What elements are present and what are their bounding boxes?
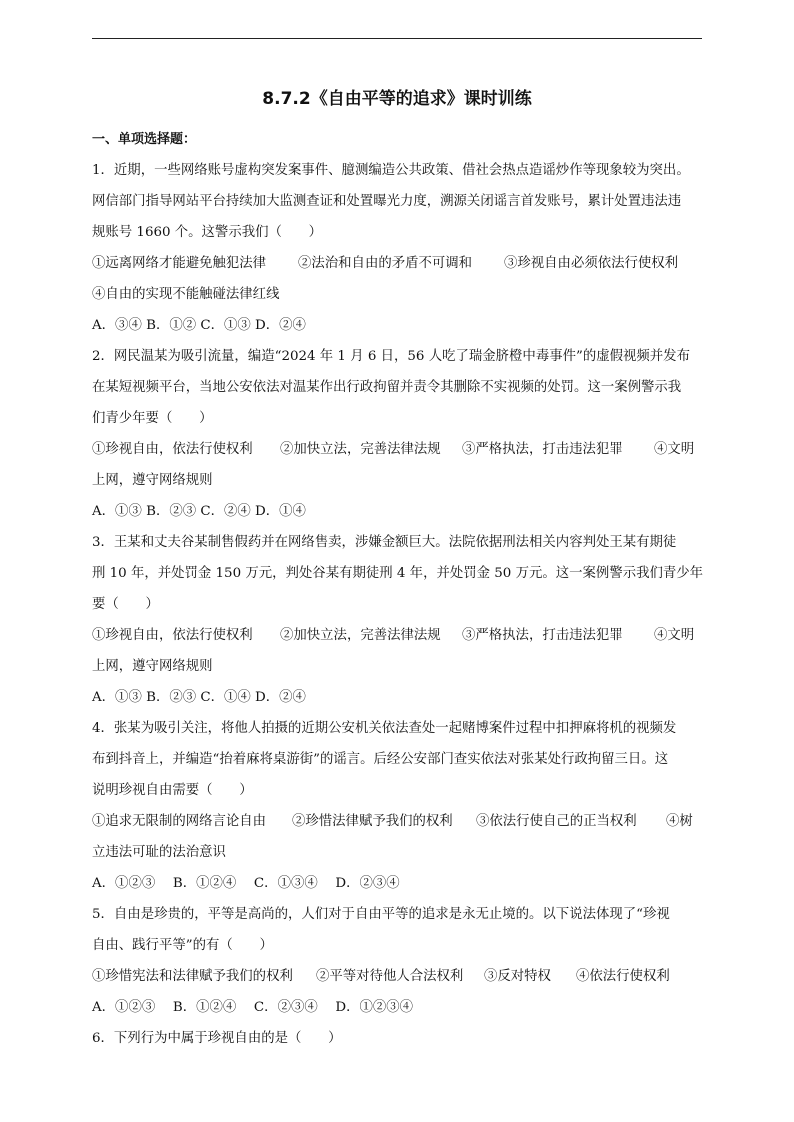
- question-stem-line: 自由、践行平等”的有（ ）: [92, 938, 273, 953]
- question-options: [92, 961, 704, 992]
- answer-choices: A．③④ B．①② C．①③ D．②④: [92, 318, 306, 333]
- question-stem-line: 说明珍视自由需要（ ）: [92, 783, 253, 798]
- option-3: ③严格执法，打击违法犯罪: [462, 442, 623, 457]
- option-4-continued: 上网，遵守网络规则: [92, 473, 213, 488]
- question-options: [92, 620, 704, 651]
- question-stem-line: 在某短视频平台，当地公安依法对温某作出行政拘留并责令其删除不实视频的处罚。这一案例警示我: [92, 380, 682, 395]
- question-options: [92, 248, 704, 279]
- question-stem-line: 布到抖音上，并编造“抬着麻将桌游街”的谣言。后经公安部门查实依法对张某处行政拘留三日。这: [92, 752, 669, 767]
- question-2: [92, 341, 704, 527]
- question-stem-line: 刑 10 年，并处罚金 150 万元，判处谷某有期徒刑 4 年，并处罚金 50 万元。这一案例警示我们青少年: [92, 566, 704, 581]
- question-stem-line: 4．张某为吸引关注，将他人拍摄的近期公安机关依法查处一起赌博案件过程中扣押麻将机的视频发: [92, 721, 677, 736]
- answer-choices: A．①②③ B．①②④ C．②③④ D．①②③④: [92, 1000, 414, 1015]
- answer-choices: A．①③ B．②③ C．②④ D．①④: [92, 504, 306, 519]
- question-stem-line: 6．下列行为中属于珍视自由的是（ ）: [92, 1031, 342, 1046]
- question-5: [92, 899, 704, 1023]
- option-3: ③依法行使自己的正当权利: [476, 814, 637, 829]
- question-stem-line: 3．王某和丈夫谷某制售假药并在网络售卖，涉嫌金额巨大。法院依据刑法相关内容判处王某有期徒: [92, 535, 677, 550]
- option-3: ③反对特权: [484, 969, 551, 984]
- question-stem-line: 规账号 1660 个。这警示我们（ ）: [92, 225, 323, 240]
- question-3: [92, 527, 704, 713]
- option-2: ②加快立法，完善法律法规: [280, 628, 441, 643]
- header-rule: [92, 38, 702, 39]
- question-stem-line: 5．自由是珍贵的，平等是高尚的，人们对于自由平等的追求是永无止境的。以下说法体现了“珍视: [92, 907, 670, 922]
- answer-choices: A．①③ B．②③ C．①④ D．②④: [92, 690, 306, 705]
- option-2: ②加快立法，完善法律法规: [280, 442, 441, 457]
- option-2: ②平等对待他人合法权利: [316, 969, 464, 984]
- option-4-continued: 上网，遵守网络规则: [92, 659, 213, 674]
- option-1: ①远离网络才能避免触犯法律: [92, 256, 267, 271]
- option-4: ④文明: [654, 628, 695, 643]
- question-options: [92, 434, 704, 465]
- question-4: [92, 713, 704, 899]
- answer-choices: A．①②③ B．①②④ C．①③④ D．②③④: [92, 876, 400, 891]
- option-1: ①珍视自由，依法行使权利: [92, 628, 253, 643]
- question-6: [92, 1023, 704, 1054]
- document-body: [92, 124, 704, 1054]
- section-heading: 一、单项选择题：: [92, 132, 197, 147]
- option-1: ①珍惜宪法和法律赋予我们的权利: [92, 969, 293, 984]
- question-stem-line: 1．近期，一些网络账号虚构突发案事件、臆测编造公共政策、借社会热点造谣炒作等现象较为突出。: [92, 163, 690, 178]
- question-stem-line: 网信部门指导网站平台持续加大监测查证和处置曝光力度，溯源关闭谣言首发账号，累计处置违法违: [92, 194, 682, 209]
- option-4: ④文明: [654, 442, 695, 457]
- option-3: ③珍视自由必须依法行使权利: [504, 256, 679, 271]
- option-2: ②珍惜法律赋予我们的权利: [292, 814, 453, 829]
- page-title: 8.7.2《自由平等的追求》课时训练: [262, 89, 532, 109]
- option-1: ①珍视自由，依法行使权利: [92, 442, 253, 457]
- question-stem-line: 们青少年要（ ）: [92, 411, 213, 426]
- option-4: ④依法行使权利: [576, 969, 670, 984]
- option-4: ④自由的实现不能触碰法律红线: [92, 287, 280, 302]
- option-4-continued: 立违法可耻的法治意识: [92, 845, 226, 860]
- option-3: ③严格执法，打击违法犯罪: [462, 628, 623, 643]
- question-stem-line: 要（ ）: [92, 597, 159, 612]
- question-1: [92, 155, 704, 341]
- option-2: ②法治和自由的矛盾不可调和: [298, 256, 473, 271]
- option-4: ④树: [666, 814, 693, 829]
- question-options: [92, 806, 704, 837]
- question-stem-line: 2．网民温某为吸引流量，编造“2024 年 1 月 6 日，56 人吃了瑞金脐橙中毒事件”的虚假视频并发布: [92, 349, 690, 364]
- option-1: ①追求无限制的网络言论自由: [92, 814, 267, 829]
